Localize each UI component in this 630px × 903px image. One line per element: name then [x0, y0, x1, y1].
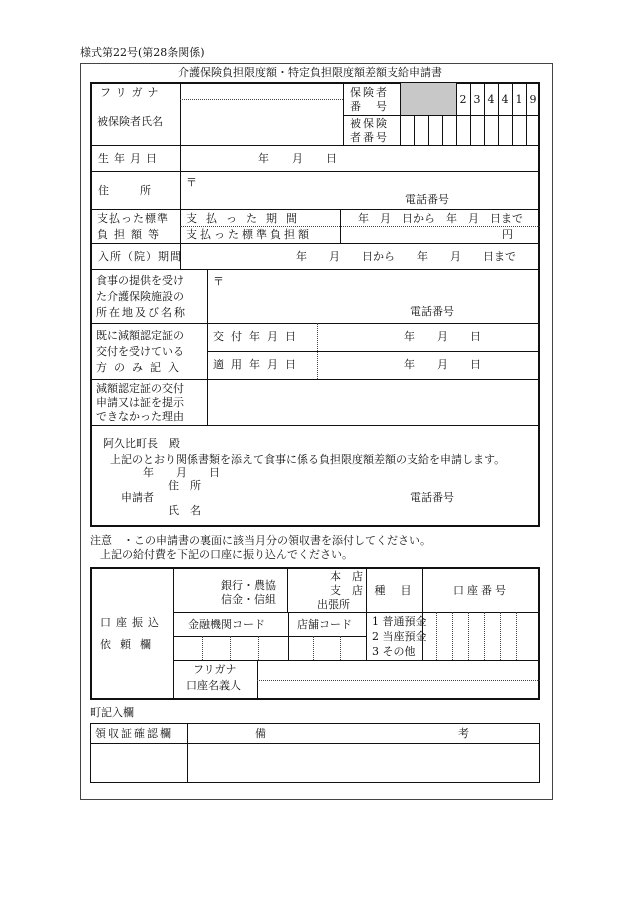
- applicant-phone-label: 電話番号: [410, 491, 454, 504]
- branch-head-office: 本 店: [330, 570, 363, 583]
- insurer-digit: 3: [473, 93, 481, 106]
- insurer-digit: 4: [487, 93, 495, 106]
- branch-sub-office: 出張所: [317, 598, 350, 611]
- payment-amount-unit: 円: [502, 228, 513, 241]
- reason-field[interactable]: [208, 380, 538, 424]
- holder-furigana-label: フリガナ: [193, 663, 237, 676]
- declaration-date: 年 月 日: [143, 466, 220, 479]
- facility-label-2: た介護保険施設の: [96, 290, 184, 303]
- applicant-name-label: 氏 名: [168, 504, 201, 517]
- insurer-number-label: 保険者: [350, 86, 389, 99]
- insured-name-label: 被保険者氏名: [97, 115, 163, 128]
- payment-period-value: 年 月 日から 年 月 日まで: [358, 212, 523, 225]
- holder-name-label: 口座名義人: [186, 679, 241, 692]
- issue-date-label: 交付年月日: [213, 330, 303, 343]
- type-header: 種 目: [374, 584, 414, 597]
- form-title: 介護保険負担限度額・特定負担限度額差額支給申請書: [178, 66, 442, 79]
- address-phone-label: 電話番号: [405, 193, 449, 206]
- insurer-number-shaded: [401, 83, 456, 115]
- payment-period-label: 支払った期間: [186, 212, 306, 225]
- insurer-digit: 2: [459, 93, 467, 106]
- bank-section-label-2: 依頼欄: [100, 638, 160, 651]
- account-number-header: 口座番号: [453, 584, 509, 597]
- facility-postal-mark: 〒: [213, 275, 224, 288]
- certificate-label-3: 方のみ記入: [96, 361, 186, 374]
- remarks-label: 備: [255, 727, 266, 740]
- admission-value: 年 月 日から 年 月 日まで: [296, 250, 516, 263]
- facility-label: 食事の提供を受け: [96, 274, 184, 287]
- note-transfer: 上記の給付費を下記の口座に振り込んでください。: [100, 548, 353, 561]
- type-option[interactable]: 2 当座預金: [372, 630, 427, 643]
- apply-date-value: 年 月 日: [404, 358, 481, 371]
- issue-date-value: 年 月 日: [404, 330, 481, 343]
- type-option[interactable]: 3 その他: [372, 645, 416, 658]
- applicant-address-label: 住 所: [168, 479, 201, 492]
- certificate-label: 既に減額認定証の: [96, 329, 184, 342]
- insured-number-label-2: 者番号: [350, 131, 389, 144]
- birth-month: 月: [292, 152, 303, 165]
- branch-branch: 支 店: [330, 584, 363, 597]
- address-label: 住 所: [98, 184, 154, 197]
- admission-label: 入所（院）期間: [98, 250, 182, 263]
- bank-section-label: 口座振込: [100, 616, 164, 629]
- bank-types: 銀行・農協: [221, 579, 276, 592]
- insured-name-field[interactable]: [181, 100, 342, 144]
- insurer-digit: 1: [515, 93, 523, 106]
- bank-code-label: 金融機関コード: [188, 618, 265, 631]
- birth-label: 生年月日: [98, 152, 162, 165]
- type-option[interactable]: 1 普通預金: [372, 615, 427, 628]
- furigana-label: フリガナ: [100, 86, 164, 99]
- receipt-check-label: 領収証確認欄: [95, 727, 173, 740]
- reason-label-3: できなかった理由: [96, 410, 184, 423]
- branch-code-label: 店舗コード: [297, 618, 352, 631]
- birth-year: 年: [258, 152, 269, 165]
- insurer-digit: 9: [529, 93, 537, 106]
- declaration-statement: 上記のとおり関係書類を添えて食事に係る負担限度額差額の支給を申請します。: [110, 453, 506, 466]
- insurer-number-label-2: 番 号: [350, 100, 389, 113]
- remarks-label-2: 考: [458, 727, 469, 740]
- reason-label: 減額認定証の交付: [96, 382, 184, 395]
- town-section-label: 町記入欄: [90, 706, 134, 719]
- form-number: 様式第22号(第28条関係): [80, 46, 205, 59]
- reason-label-2: 申請又は証を提示: [96, 396, 184, 409]
- birth-day: 日: [326, 152, 337, 165]
- payment-label: 支払った標準: [97, 212, 169, 225]
- bank-types-2: 信金・信組: [221, 593, 276, 606]
- applicant-label: 申請者: [121, 491, 154, 504]
- note-attach: 注意 ・この申請書の裏面に該当月分の領収書を添付してください。: [90, 534, 431, 547]
- facility-phone-label: 電話番号: [410, 305, 454, 318]
- insured-number-label: 被保険: [350, 117, 389, 130]
- insurer-digit: 4: [501, 93, 509, 106]
- payment-label-2: 負担額等: [97, 228, 165, 241]
- payment-amount-label: 支払った標準負担額: [186, 228, 312, 241]
- certificate-label-2: 交付を受けている: [96, 345, 184, 358]
- addressee: 阿久比町長 殿: [103, 437, 180, 450]
- apply-date-label: 適用年月日: [213, 358, 303, 371]
- postal-mark: 〒: [186, 176, 197, 189]
- facility-label-3: 所在地及び名称: [96, 306, 187, 319]
